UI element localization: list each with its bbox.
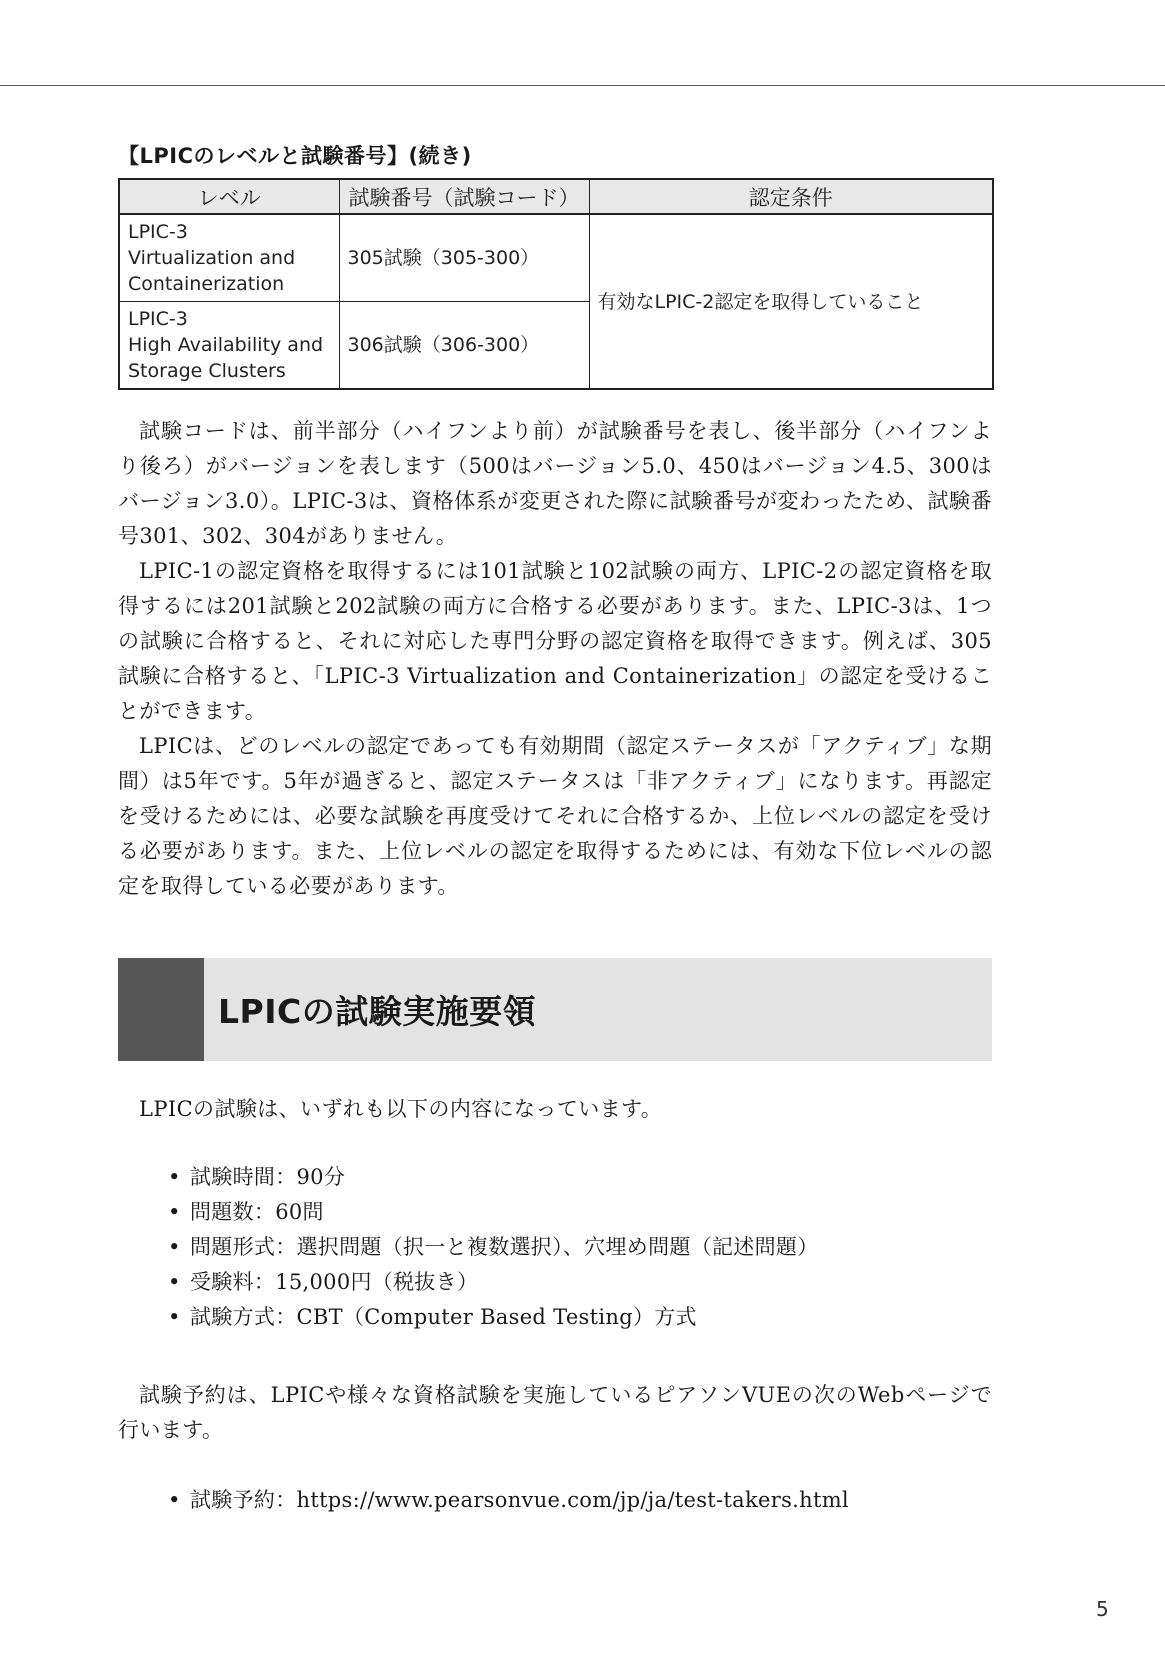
list-item: • 試験時間：90分 [168, 1160, 819, 1195]
section-intro: LPICの試験は、いずれも以下の内容になっています。 [139, 1097, 663, 1121]
lpic-levels-table [118, 178, 994, 390]
column-header-condition: 認定条件 [589, 179, 993, 214]
exam-cell: 305試験（305-300） [339, 214, 589, 302]
column-header-level: レベル [119, 179, 339, 214]
table-header-row [119, 179, 993, 214]
booking-link[interactable]: • 試験予約：https://www.pearsonvue.com/jp/ja/test-takers.html [168, 1483, 849, 1518]
section-heading [118, 958, 992, 1061]
exam-cell: 306試験（306-300） [339, 302, 589, 390]
section-heading-block [118, 958, 204, 1061]
booking-text [118, 1378, 992, 1448]
level-line: Containerization [128, 273, 285, 295]
level-line: High Availability and [128, 334, 324, 356]
table-caption: 【LPICのレベルと試験番号】(続き) [118, 144, 472, 168]
section-title: LPICの試験実施要領 [218, 992, 537, 1031]
list-item: • 問題数：60問 [168, 1195, 819, 1230]
paragraph-exam-code: 試験コードは、前半部分（ハイフンより前）が試験番号を表し、後半部分（ハイフンより後ろ）がバージョンを表します（500はバージョン5.0、450はバージョン4.5、300はバージョン3.0）。LPIC-3は、資格体系が変更された際に試験番号が変わったため、試験番号301、302、304がありません。 [118, 419, 992, 548]
column-header-exam: 試験番号（試験コード） [339, 179, 589, 214]
page-number: 5 [1096, 1597, 1109, 1621]
condition-cell: 有効なLPIC-2認定を取得していること [589, 214, 993, 389]
list-item: • 問題形式：選択問題（択一と複数選択）、穴埋め問題（記述問題） [168, 1230, 819, 1265]
paragraph-booking: 試験予約は、LPICや様々な資格試験を実施しているピアソンVUEの次のWebページで行います。 [118, 1383, 992, 1442]
level-cell [119, 302, 339, 390]
exam-requirements-list [168, 1160, 819, 1335]
body-text [118, 414, 992, 904]
list-item: • 受験料：15,000円（税抜き） [168, 1265, 819, 1300]
paragraph-validity: LPICは、どのレベルの認定であっても有効期間（認定ステータスが「アクティブ」な期間）は5年です。5年が過ぎると、認定ステータスは「非アクティブ」になります。再認定を受けるためには、必要な試験を再度受けてそれに合格するか、上位レベルの認定を受ける必要があります。また、上位レベルの認定を取得するためには、有効な下位レベルの認定を取得している必要があります。 [118, 734, 992, 898]
level-line: Virtualization and [128, 247, 296, 269]
booking-link-list [168, 1483, 849, 1518]
level-line: Storage Clusters [128, 360, 286, 382]
table-row [119, 214, 993, 302]
header-rule [0, 85, 1165, 86]
list-item: • 試験方式：CBT（Computer Based Testing）方式 [168, 1300, 819, 1335]
level-line: LPIC-3 [128, 308, 188, 330]
level-cell [119, 214, 339, 302]
level-line: LPIC-3 [128, 221, 188, 243]
paragraph-certification: LPIC-1の認定資格を取得するには101試験と102試験の両方、LPIC-2の認定資格を取得するには201試験と202試験の両方に合格する必要があります。また、LPIC-3は、1つの試験に合格すると、それに対応した専門分野の認定資格を取得できます。例えば、305試験に合格すると、「LPIC-3 Virtualization and Containerization」の認定を受けることができます。 [118, 559, 992, 723]
